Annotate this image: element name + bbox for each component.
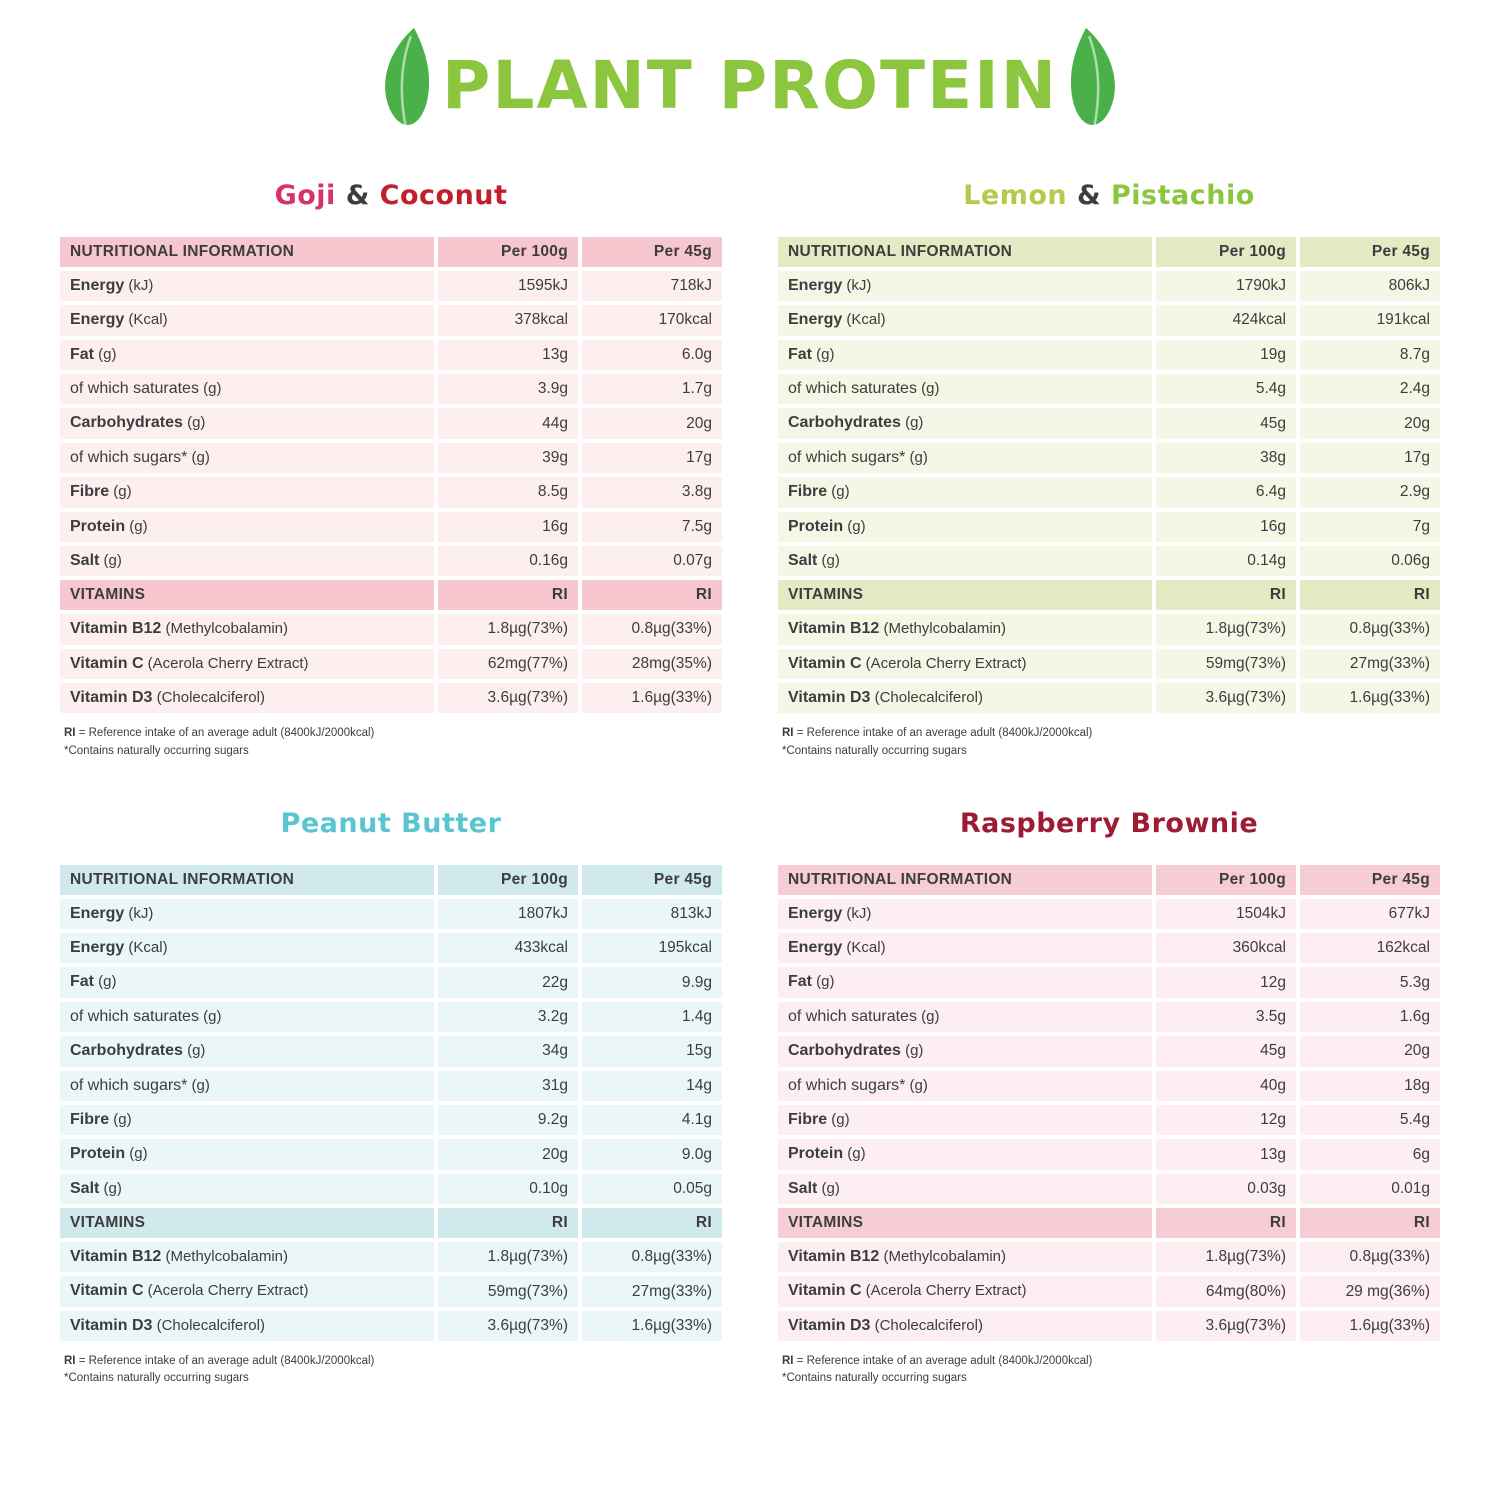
vitamin-value-per45g-1: 27mg(33%) — [582, 1276, 722, 1306]
row-label-6: Fibre (g) — [60, 477, 434, 507]
row-value-per45g-7: 9.0g — [582, 1139, 722, 1169]
row-value-per100g-0: 1504kJ — [1156, 899, 1296, 929]
panel-title-goji-coconut — [56, 180, 726, 211]
footnote-ri-text: = Reference intake of an average adult (8400kJ/2000kcal) — [78, 727, 375, 740]
footnote-ri-text: = Reference intake of an average adult (8400kJ/2000kcal) — [78, 1355, 375, 1368]
vitamin-value-per45g-2: 1.6µg(33%) — [582, 1311, 722, 1341]
vitamin-value-per45g-1: 29 mg(36%) — [1300, 1276, 1440, 1306]
row-value-per45g-1: 170kcal — [582, 305, 722, 335]
column-header-info: NUTRITIONAL INFORMATION — [60, 865, 434, 895]
vitamin-row — [778, 649, 1440, 679]
row-value-per45g-5: 18g — [1300, 1071, 1440, 1101]
row-label-0: Energy (kJ) — [60, 899, 434, 929]
vitamin-value-per100g-1: 59mg(73%) — [438, 1276, 578, 1306]
row-value-per45g-1: 191kcal — [1300, 305, 1440, 335]
row-value-per100g-3: 3.2g — [438, 1002, 578, 1032]
footnote-ri-text: = Reference intake of an average adult (8400kJ/2000kcal) — [796, 727, 1093, 740]
table-header-row — [60, 865, 722, 895]
table-row — [60, 374, 722, 404]
row-value-per100g-0: 1807kJ — [438, 899, 578, 929]
vitamin-row — [60, 614, 722, 644]
vitamin-label-2: Vitamin D3 (Cholecalciferol) — [778, 1311, 1152, 1341]
vitamin-row — [778, 683, 1440, 713]
vitamin-value-per100g-0: 1.8µg(73%) — [438, 1242, 578, 1272]
vitamins-header-ri-45g: RI — [582, 580, 722, 610]
column-header-info: NUTRITIONAL INFORMATION — [778, 237, 1152, 267]
table-row — [60, 477, 722, 507]
table-header-row — [60, 237, 722, 267]
vitamins-header-ri-100g: RI — [438, 1208, 578, 1238]
column-header-per100g: Per 100g — [438, 865, 578, 895]
row-value-per100g-7: 16g — [1156, 512, 1296, 542]
row-value-per100g-2: 12g — [1156, 967, 1296, 997]
nutrition-panel-lemon-pistachio — [774, 180, 1444, 760]
row-value-per100g-4: 45g — [1156, 408, 1296, 438]
row-label-6: Fibre (g) — [60, 1105, 434, 1135]
row-value-per100g-8: 0.03g — [1156, 1174, 1296, 1204]
row-label-1: Energy (Kcal) — [60, 933, 434, 963]
row-value-per45g-5: 14g — [582, 1071, 722, 1101]
table-row — [60, 967, 722, 997]
row-value-per45g-5: 17g — [1300, 443, 1440, 473]
row-value-per100g-5: 31g — [438, 1071, 578, 1101]
vitamins-header-label: VITAMINS — [778, 580, 1152, 610]
row-value-per100g-8: 0.16g — [438, 546, 578, 576]
footnote-reference-intake — [782, 1353, 1444, 1370]
footnote-ri-label: RI — [64, 1355, 76, 1368]
table-row — [778, 1071, 1440, 1101]
panel-footnotes — [56, 725, 726, 760]
row-value-per45g-2: 9.9g — [582, 967, 722, 997]
footnote-ri-label: RI — [64, 727, 76, 740]
vitamin-label-0: Vitamin B12 (Methylcobalamin) — [778, 1242, 1152, 1272]
table-row — [778, 1105, 1440, 1135]
vitamin-row — [778, 1311, 1440, 1341]
vitamin-row — [60, 649, 722, 679]
row-label-2: Fat (g) — [778, 340, 1152, 370]
row-value-per45g-4: 20g — [1300, 1036, 1440, 1066]
vitamin-value-per100g-2: 3.6µg(73%) — [438, 1311, 578, 1341]
vitamin-label-1: Vitamin C (Acerola Cherry Extract) — [778, 649, 1152, 679]
table-row — [778, 933, 1440, 963]
vitamin-value-per100g-1: 64mg(80%) — [1156, 1276, 1296, 1306]
vitamin-value-per45g-0: 0.8µg(33%) — [582, 614, 722, 644]
row-label-4: Carbohydrates (g) — [60, 1036, 434, 1066]
vitamins-header-ri-100g: RI — [438, 580, 578, 610]
vitamins-header-row — [60, 1208, 722, 1238]
vitamins-header-ri-45g: RI — [1300, 1208, 1440, 1238]
vitamin-value-per100g-1: 62mg(77%) — [438, 649, 578, 679]
row-value-per100g-3: 3.5g — [1156, 1002, 1296, 1032]
row-label-5: of which sugars* (g) — [778, 443, 1152, 473]
vitamin-value-per45g-2: 1.6µg(33%) — [1300, 1311, 1440, 1341]
row-value-per100g-0: 1595kJ — [438, 271, 578, 301]
table-row — [778, 408, 1440, 438]
nutrition-panel-peanut-butter — [56, 808, 726, 1388]
vitamins-header-label: VITAMINS — [778, 1208, 1152, 1238]
vitamin-label-0: Vitamin B12 (Methylcobalamin) — [60, 1242, 434, 1272]
footnote-sugars: *Contains naturally occurring sugars — [64, 744, 249, 757]
panel-footnotes — [774, 1353, 1444, 1388]
table-row — [778, 967, 1440, 997]
row-value-per100g-8: 0.14g — [1156, 546, 1296, 576]
vitamin-label-0: Vitamin B12 (Methylcobalamin) — [60, 614, 434, 644]
row-value-per100g-2: 19g — [1156, 340, 1296, 370]
leaf-icon — [1058, 20, 1131, 151]
column-header-per100g: Per 100g — [1156, 237, 1296, 267]
row-label-7: Protein (g) — [60, 1139, 434, 1169]
table-row — [60, 1139, 722, 1169]
vitamin-value-per45g-0: 0.8µg(33%) — [582, 1242, 722, 1272]
vitamins-header-label: VITAMINS — [60, 1208, 434, 1238]
row-value-per100g-4: 34g — [438, 1036, 578, 1066]
panel-title-part-b: Brownie — [1130, 807, 1259, 839]
vitamins-header-label: VITAMINS — [60, 580, 434, 610]
vitamins-header-ri-100g: RI — [1156, 1208, 1296, 1238]
row-value-per100g-1: 433kcal — [438, 933, 578, 963]
column-header-per100g: Per 100g — [1156, 865, 1296, 895]
table-row — [778, 1174, 1440, 1204]
row-value-per45g-6: 4.1g — [582, 1105, 722, 1135]
row-value-per45g-6: 2.9g — [1300, 477, 1440, 507]
panel-title-lemon-pistachio — [774, 180, 1444, 211]
row-value-per100g-6: 6.4g — [1156, 477, 1296, 507]
panel-footnotes — [774, 725, 1444, 760]
table-row — [60, 899, 722, 929]
vitamin-row — [60, 1242, 722, 1272]
row-value-per100g-1: 360kcal — [1156, 933, 1296, 963]
table-row — [60, 1105, 722, 1135]
row-value-per100g-8: 0.10g — [438, 1174, 578, 1204]
table-row — [778, 374, 1440, 404]
panel-title-part-b: Butter — [401, 807, 502, 839]
vitamins-header-row — [778, 580, 1440, 610]
panel-title-part-a: Goji — [274, 180, 336, 211]
table-row — [778, 512, 1440, 542]
row-label-3: of which saturates (g) — [778, 374, 1152, 404]
footnote-sugars: *Contains naturally occurring sugars — [782, 1372, 967, 1385]
column-header-per45g: Per 45g — [582, 237, 722, 267]
vitamin-value-per45g-0: 0.8µg(33%) — [1300, 1242, 1440, 1272]
row-value-per45g-3: 1.7g — [582, 374, 722, 404]
row-value-per100g-6: 8.5g — [438, 477, 578, 507]
vitamin-row — [778, 1242, 1440, 1272]
row-value-per100g-0: 1790kJ — [1156, 271, 1296, 301]
row-value-per100g-7: 16g — [438, 512, 578, 542]
row-value-per45g-1: 195kcal — [582, 933, 722, 963]
row-value-per45g-1: 162kcal — [1300, 933, 1440, 963]
panel-title-part-a: Peanut — [280, 807, 392, 839]
vitamin-label-0: Vitamin B12 (Methylcobalamin) — [778, 614, 1152, 644]
panel-title-part-a: Raspberry — [959, 807, 1121, 839]
vitamin-value-per100g-0: 1.8µg(73%) — [1156, 614, 1296, 644]
column-header-per45g: Per 45g — [1300, 237, 1440, 267]
vitamin-value-per100g-2: 3.6µg(73%) — [1156, 1311, 1296, 1341]
panel-title-part-b: Pistachio — [1111, 180, 1255, 211]
row-value-per45g-0: 813kJ — [582, 899, 722, 929]
vitamin-value-per45g-1: 28mg(35%) — [582, 649, 722, 679]
panel-title-part-b: Coconut — [379, 180, 508, 211]
table-row — [778, 340, 1440, 370]
footnote-sugars: *Contains naturally occurring sugars — [64, 1372, 249, 1385]
row-value-per45g-5: 17g — [582, 443, 722, 473]
vitamin-value-per45g-1: 27mg(33%) — [1300, 649, 1440, 679]
table-row — [60, 1174, 722, 1204]
vitamin-row — [60, 1311, 722, 1341]
table-row — [778, 271, 1440, 301]
row-value-per45g-3: 2.4g — [1300, 374, 1440, 404]
table-row — [60, 1002, 722, 1032]
row-label-0: Energy (kJ) — [778, 271, 1152, 301]
vitamin-value-per45g-2: 1.6µg(33%) — [582, 683, 722, 713]
row-label-1: Energy (Kcal) — [778, 305, 1152, 335]
row-label-4: Carbohydrates (g) — [60, 408, 434, 438]
footnote-ri-label: RI — [782, 1355, 794, 1368]
row-label-5: of which sugars* (g) — [778, 1071, 1152, 1101]
nutrition-panel-raspberry-brownie — [774, 808, 1444, 1388]
row-value-per45g-0: 718kJ — [582, 271, 722, 301]
row-label-8: Salt (g) — [778, 1174, 1152, 1204]
table-row — [60, 1036, 722, 1066]
nutrition-panel-goji-coconut — [56, 180, 726, 760]
row-value-per45g-7: 7g — [1300, 512, 1440, 542]
table-row — [60, 933, 722, 963]
row-label-3: of which saturates (g) — [60, 374, 434, 404]
table-row — [778, 443, 1440, 473]
table-row — [778, 899, 1440, 929]
row-value-per100g-1: 378kcal — [438, 305, 578, 335]
vitamins-header-ri-100g: RI — [1156, 580, 1296, 610]
row-label-4: Carbohydrates (g) — [778, 408, 1152, 438]
footnote-reference-intake — [64, 1353, 726, 1370]
footnote-reference-intake — [64, 725, 726, 742]
vitamin-label-1: Vitamin C (Acerola Cherry Extract) — [60, 649, 434, 679]
row-value-per45g-0: 677kJ — [1300, 899, 1440, 929]
page-header — [0, 0, 1500, 170]
table-row — [60, 1071, 722, 1101]
nutrition-panel-grid — [0, 170, 1500, 1388]
panel-title-part-a: Lemon — [963, 180, 1068, 211]
panel-title-ampersand: & — [335, 180, 380, 211]
vitamin-row — [60, 1276, 722, 1306]
row-value-per45g-2: 6.0g — [582, 340, 722, 370]
row-label-8: Salt (g) — [778, 546, 1152, 576]
row-value-per100g-7: 20g — [438, 1139, 578, 1169]
row-label-5: of which sugars* (g) — [60, 1071, 434, 1101]
row-label-8: Salt (g) — [60, 546, 434, 576]
row-value-per100g-6: 12g — [1156, 1105, 1296, 1135]
row-value-per45g-7: 7.5g — [582, 512, 722, 542]
vitamin-label-2: Vitamin D3 (Cholecalciferol) — [778, 683, 1152, 713]
row-value-per45g-2: 8.7g — [1300, 340, 1440, 370]
row-value-per100g-1: 424kcal — [1156, 305, 1296, 335]
vitamins-header-ri-45g: RI — [1300, 580, 1440, 610]
table-row — [60, 305, 722, 335]
row-value-per100g-3: 5.4g — [1156, 374, 1296, 404]
row-value-per45g-2: 5.3g — [1300, 967, 1440, 997]
footnote-reference-intake — [782, 725, 1444, 742]
table-row — [60, 443, 722, 473]
row-value-per45g-8: 0.01g — [1300, 1174, 1440, 1204]
table-header-row — [778, 865, 1440, 895]
column-header-info: NUTRITIONAL INFORMATION — [778, 865, 1152, 895]
vitamin-value-per100g-2: 3.6µg(73%) — [1156, 683, 1296, 713]
row-value-per45g-0: 806kJ — [1300, 271, 1440, 301]
table-row — [60, 512, 722, 542]
table-row — [778, 477, 1440, 507]
row-value-per45g-8: 0.05g — [582, 1174, 722, 1204]
column-header-info: NUTRITIONAL INFORMATION — [60, 237, 434, 267]
row-label-7: Protein (g) — [778, 512, 1152, 542]
vitamin-label-2: Vitamin D3 (Cholecalciferol) — [60, 1311, 434, 1341]
row-label-7: Protein (g) — [778, 1139, 1152, 1169]
table-row — [778, 305, 1440, 335]
panel-title-peanut-butter — [56, 808, 726, 839]
vitamins-header-row — [60, 580, 722, 610]
row-value-per45g-7: 6g — [1300, 1139, 1440, 1169]
nutrition-table-lemon-pistachio — [774, 233, 1444, 717]
table-row — [60, 271, 722, 301]
leaf-icon — [370, 20, 443, 151]
row-label-6: Fibre (g) — [778, 477, 1152, 507]
vitamin-value-per100g-1: 59mg(73%) — [1156, 649, 1296, 679]
column-header-per45g: Per 45g — [582, 865, 722, 895]
vitamin-value-per45g-2: 1.6µg(33%) — [1300, 683, 1440, 713]
nutrition-table-goji-coconut — [56, 233, 726, 717]
page-title: PLANT PROTEIN — [442, 46, 1058, 124]
row-value-per45g-3: 1.4g — [582, 1002, 722, 1032]
vitamin-value-per100g-2: 3.6µg(73%) — [438, 683, 578, 713]
panel-title-ampersand: & — [1067, 180, 1111, 211]
vitamin-row — [778, 1276, 1440, 1306]
vitamin-label-2: Vitamin D3 (Cholecalciferol) — [60, 683, 434, 713]
row-value-per45g-6: 3.8g — [582, 477, 722, 507]
vitamins-header-row — [778, 1208, 1440, 1238]
table-row — [778, 1002, 1440, 1032]
table-row — [778, 546, 1440, 576]
vitamin-label-1: Vitamin C (Acerola Cherry Extract) — [60, 1276, 434, 1306]
row-value-per100g-5: 38g — [1156, 443, 1296, 473]
vitamin-value-per45g-0: 0.8µg(33%) — [1300, 614, 1440, 644]
table-row — [60, 408, 722, 438]
row-label-2: Fat (g) — [60, 340, 434, 370]
table-header-row — [778, 237, 1440, 267]
row-label-6: Fibre (g) — [778, 1105, 1152, 1135]
row-value-per100g-7: 13g — [1156, 1139, 1296, 1169]
vitamin-row — [778, 614, 1440, 644]
vitamin-label-1: Vitamin C (Acerola Cherry Extract) — [778, 1276, 1152, 1306]
row-value-per100g-2: 22g — [438, 967, 578, 997]
row-label-8: Salt (g) — [60, 1174, 434, 1204]
row-value-per45g-4: 15g — [582, 1036, 722, 1066]
vitamin-value-per100g-0: 1.8µg(73%) — [438, 614, 578, 644]
row-value-per45g-6: 5.4g — [1300, 1105, 1440, 1135]
row-value-per100g-6: 9.2g — [438, 1105, 578, 1135]
footnote-sugars: *Contains naturally occurring sugars — [782, 744, 967, 757]
row-value-per100g-2: 13g — [438, 340, 578, 370]
nutrition-table-peanut-butter — [56, 861, 726, 1345]
footnote-ri-label: RI — [782, 727, 794, 740]
row-label-5: of which sugars* (g) — [60, 443, 434, 473]
vitamin-value-per100g-0: 1.8µg(73%) — [1156, 1242, 1296, 1272]
table-row — [778, 1139, 1440, 1169]
row-label-1: Energy (Kcal) — [778, 933, 1152, 963]
nutrition-table-raspberry-brownie — [774, 861, 1444, 1345]
row-value-per45g-8: 0.06g — [1300, 546, 1440, 576]
row-label-0: Energy (kJ) — [778, 899, 1152, 929]
row-label-2: Fat (g) — [60, 967, 434, 997]
row-label-0: Energy (kJ) — [60, 271, 434, 301]
row-label-3: of which saturates (g) — [60, 1002, 434, 1032]
table-row — [60, 546, 722, 576]
vitamin-row — [60, 683, 722, 713]
row-value-per100g-3: 3.9g — [438, 374, 578, 404]
row-value-per100g-5: 39g — [438, 443, 578, 473]
table-row — [778, 1036, 1440, 1066]
table-row — [60, 340, 722, 370]
row-label-4: Carbohydrates (g) — [778, 1036, 1152, 1066]
column-header-per45g: Per 45g — [1300, 865, 1440, 895]
row-label-3: of which saturates (g) — [778, 1002, 1152, 1032]
footnote-ri-text: = Reference intake of an average adult (8400kJ/2000kcal) — [796, 1355, 1093, 1368]
row-label-1: Energy (Kcal) — [60, 305, 434, 335]
panel-title-raspberry-brownie — [774, 808, 1444, 839]
column-header-per100g: Per 100g — [438, 237, 578, 267]
vitamins-header-ri-45g: RI — [582, 1208, 722, 1238]
row-value-per100g-4: 45g — [1156, 1036, 1296, 1066]
row-value-per100g-4: 44g — [438, 408, 578, 438]
row-label-2: Fat (g) — [778, 967, 1152, 997]
row-value-per45g-8: 0.07g — [582, 546, 722, 576]
row-label-7: Protein (g) — [60, 512, 434, 542]
row-value-per100g-5: 40g — [1156, 1071, 1296, 1101]
panel-footnotes — [56, 1353, 726, 1388]
row-value-per45g-3: 1.6g — [1300, 1002, 1440, 1032]
row-value-per45g-4: 20g — [1300, 408, 1440, 438]
row-value-per45g-4: 20g — [582, 408, 722, 438]
